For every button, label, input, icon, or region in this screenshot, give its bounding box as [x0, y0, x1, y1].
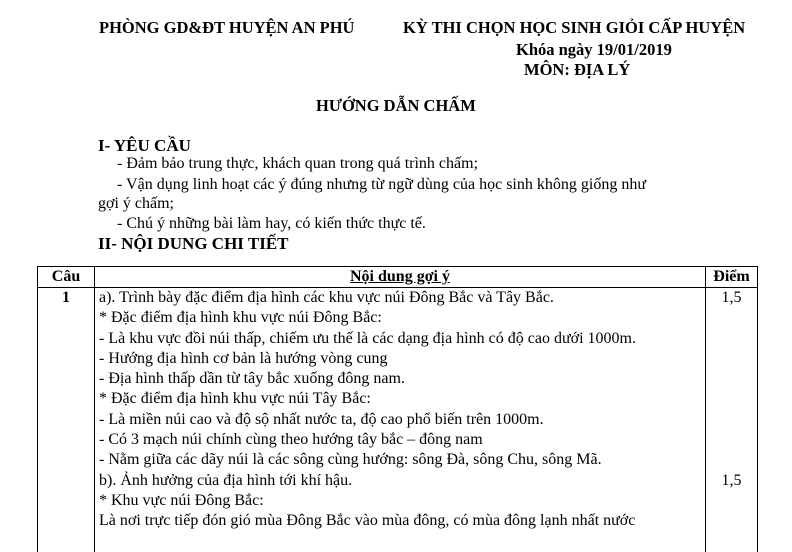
points-cell	[706, 288, 758, 552]
content-line: * Đặc điểm địa hình khu vực núi Đông Bắc:	[99, 309, 382, 327]
exam-subject: MÔN: ĐỊA LÝ	[524, 60, 631, 79]
content-line: * Đặc điểm địa hình khu vực núi Tây Bắc:	[99, 390, 371, 408]
header-noidung	[95, 267, 706, 288]
content-line: - Là khu vực đồi núi thấp, chiếm ưu thế là các dạng địa hình có độ cao dưới 1000m.	[99, 329, 636, 347]
content-cell	[95, 288, 706, 552]
content-line: * Khu vực núi Đông Bắc:	[99, 491, 264, 509]
content-line: - Hướng địa hình cơ bản là hướng vòng cung	[99, 349, 388, 367]
table-row	[38, 288, 758, 552]
content-line: a). Trình bày đặc điểm địa hình các khu vực núi Đông Bắc và Tây Bắc.	[99, 289, 554, 306]
department-name: PHÒNG GD&ĐT HUYỆN AN PHÚ	[99, 18, 355, 37]
content-line: b). Ảnh hưởng của địa hình tới khí hậu.	[99, 471, 353, 489]
grading-table	[37, 266, 758, 552]
content-line: Là nơi trực tiếp đón gió mùa Đông Bắc vào mùa đông, có mùa đông lạnh nhất nước	[99, 512, 636, 530]
content-line: - Địa hình thấp dần từ tây bắc xuống đông nam.	[99, 370, 405, 388]
content-line: - Nằm giữa các dãy núi là các sông cùng hướng: sông Đà, sông Chu, sông Mã.	[99, 451, 602, 469]
requirement-item: - Chú ý những bài làm hay, có kiến thức thực tế.	[117, 215, 426, 232]
header-diem: Điểm	[706, 267, 758, 288]
header-noidung-label: Nội dung gợi ý	[350, 268, 450, 285]
header-cau: Câu	[38, 267, 95, 288]
section-requirements-title: I- YÊU CẦU	[98, 136, 191, 155]
points-value: 1,5	[721, 289, 742, 306]
requirement-item-cont: gợi ý chấm;	[98, 195, 174, 212]
doc-title: HƯỚNG DẪN CHẤM	[316, 96, 476, 115]
points-value: 1,5	[721, 471, 742, 489]
section-details-title: II- NỘI DUNG CHI TIẾT	[98, 234, 289, 253]
requirement-item: - Vận dụng linh hoạt các ý đúng nhưng từ ngữ dùng của học sinh không giống như	[117, 176, 646, 193]
exam-title: KỲ THI CHỌN HỌC SINH GIỎI CẤP HUYỆN	[403, 18, 746, 37]
question-number: 1	[38, 288, 95, 552]
requirement-item: - Đảm bảo trung thực, khách quan trong quá trình chấm;	[117, 155, 479, 172]
content-line: - Có 3 mạch núi chính cùng theo hướng tây bắc – đông nam	[99, 431, 483, 449]
table-header-row	[38, 267, 758, 288]
exam-date: Khóa ngày 19/01/2019	[516, 40, 672, 59]
content-line: - Là miền núi cao và độ sộ nhất nước ta, độ cao phổ biến trên 1000m.	[99, 410, 544, 428]
